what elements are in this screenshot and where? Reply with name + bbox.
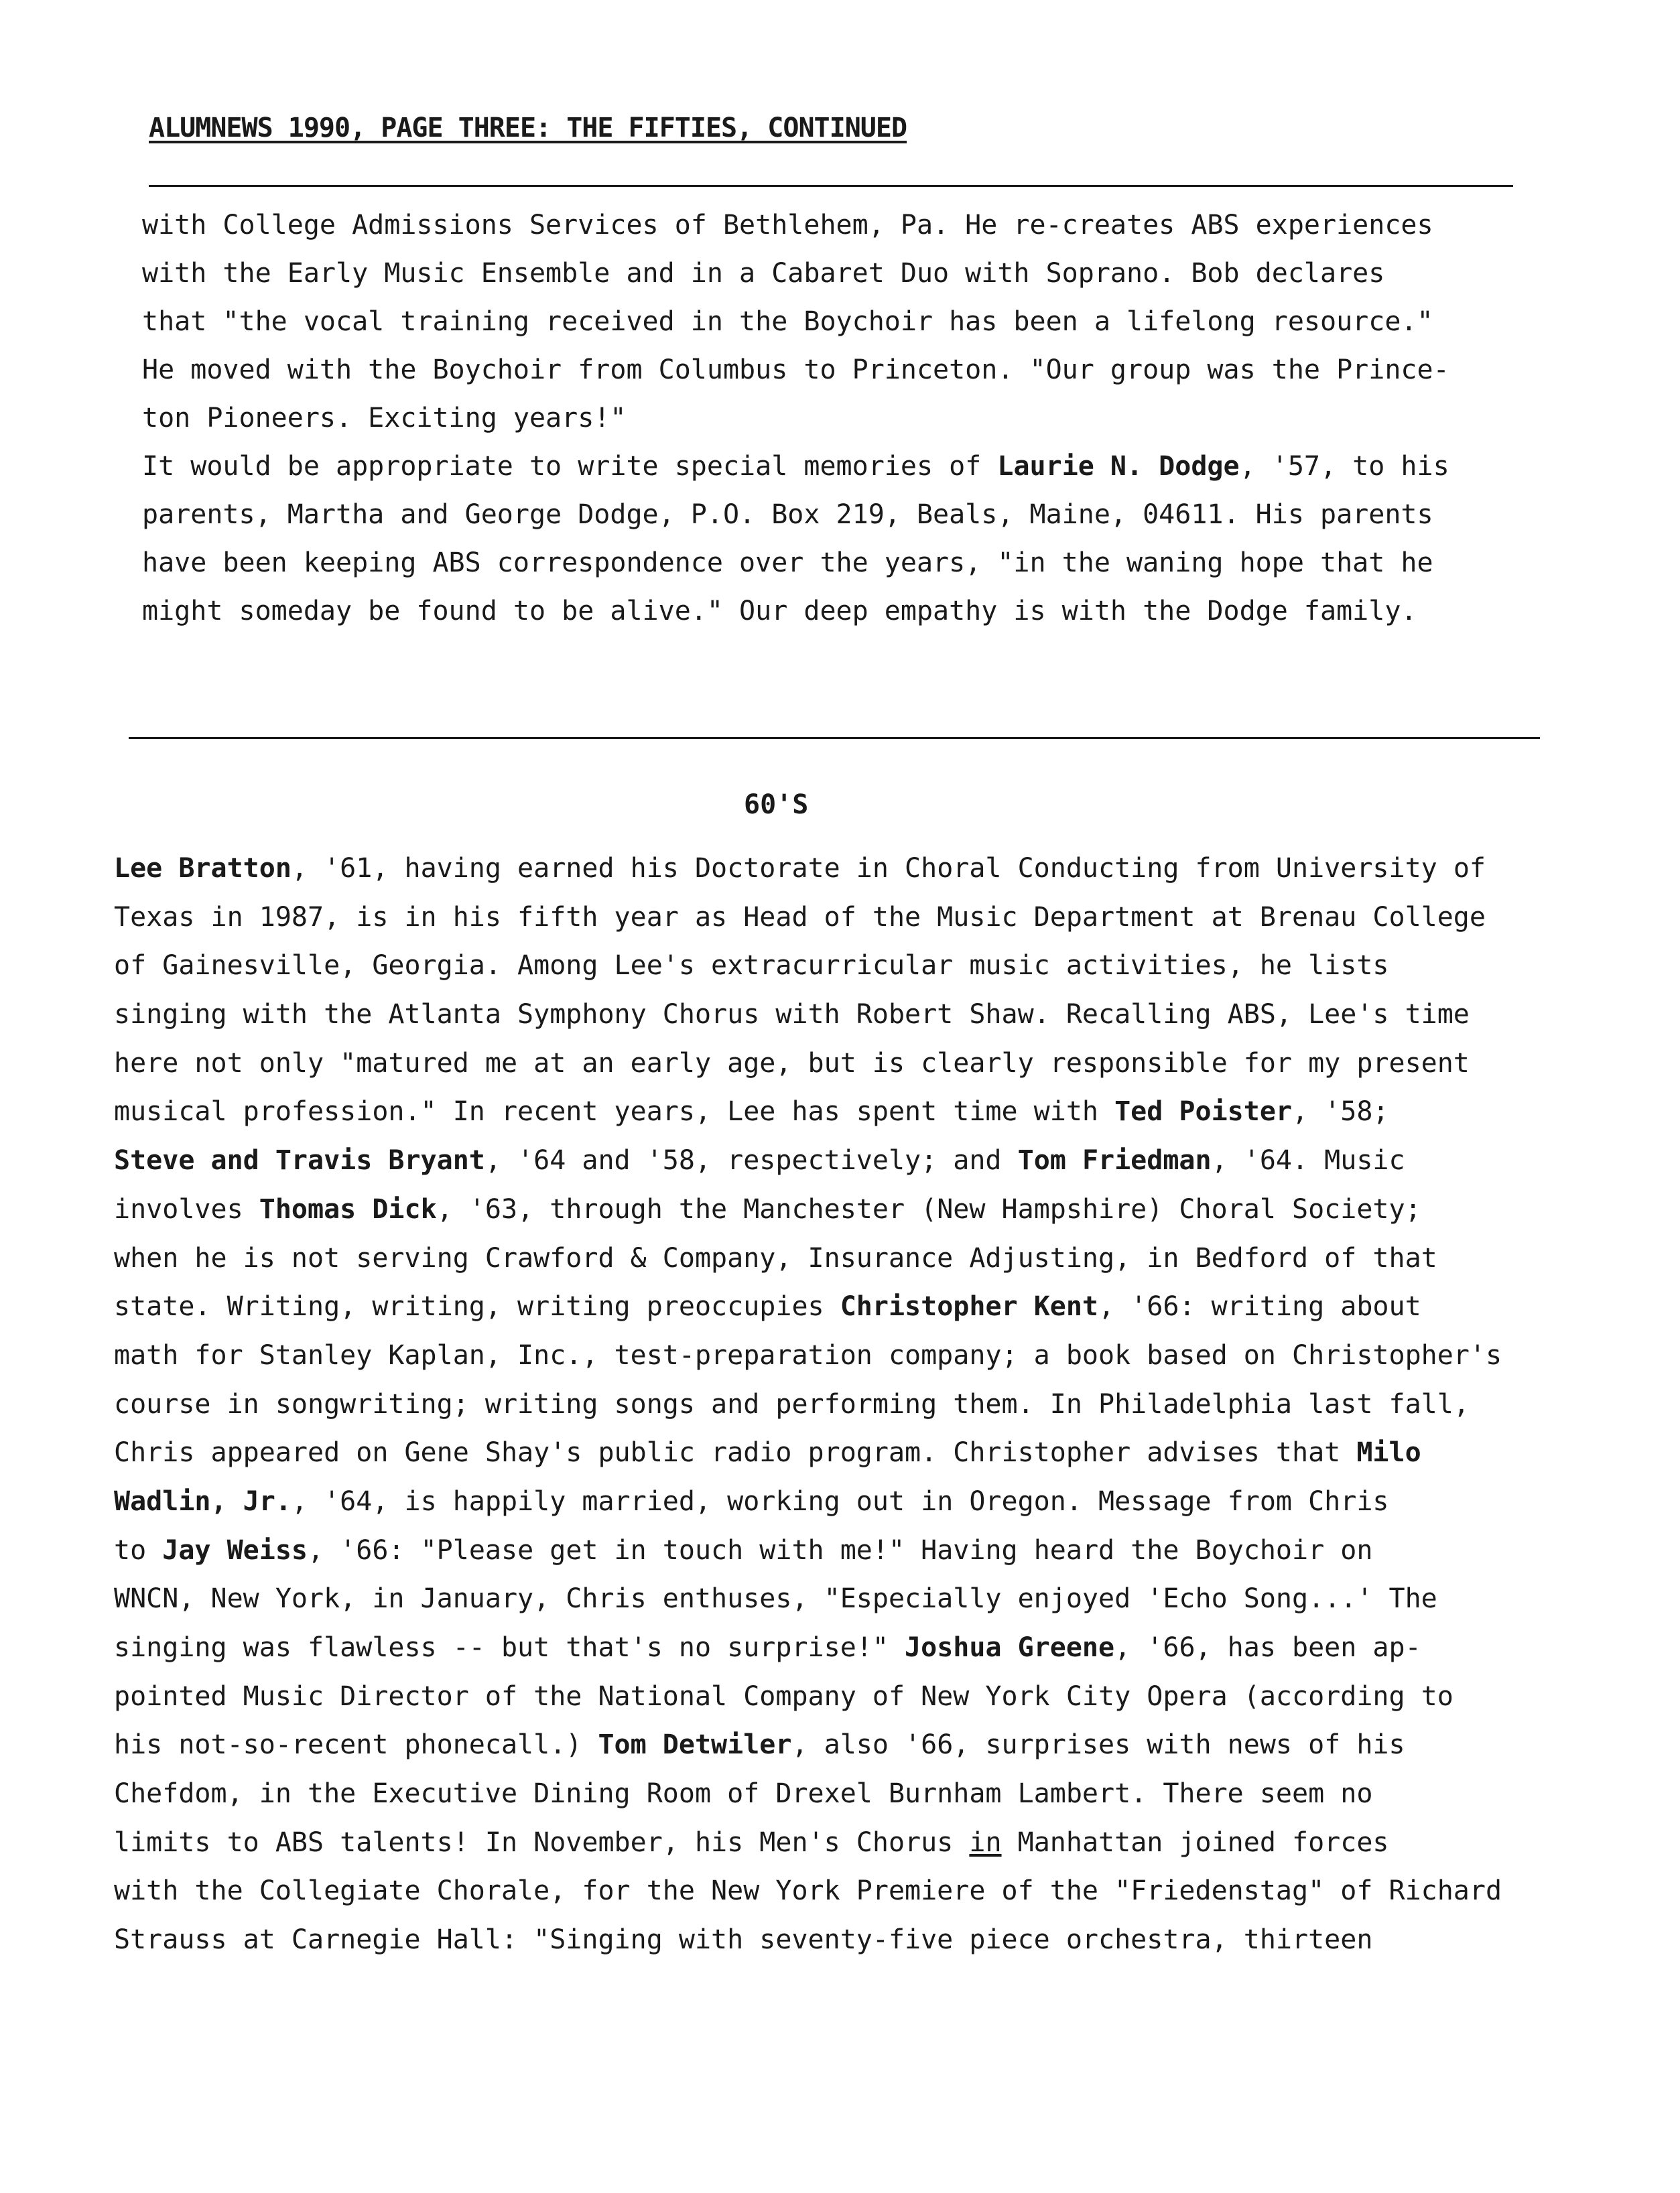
text-line <box>114 1575 1502 1623</box>
text-line <box>114 1282 1502 1331</box>
text-segment: Chris appeared on Gene Shay's public radio program. Christopher advises that <box>114 1437 1357 1469</box>
text-segment: , '63, through the Manchester (New Hampshire) Choral Society; <box>436 1193 1421 1225</box>
page-header: ALUMNEWS 1990, PAGE THREE: THE FIFTIES, CONTINUED <box>149 113 907 143</box>
section-title-60s: 60'S <box>744 789 809 820</box>
text-segment: his not-so-recent phonecall.) <box>114 1729 598 1761</box>
bold-name: Laurie N. Dodge <box>997 451 1240 482</box>
text-segment: WNCN, New York, in January, Chris enthuses, "Especially enjoyed 'Echo Song...' The <box>114 1583 1437 1615</box>
text-segment: , '66: "Please get in touch with me!" Having heard the Boychoir on <box>308 1534 1373 1566</box>
text-segment: have been keeping ABS correspondence over the years, "in the waning hope that he <box>142 547 1433 578</box>
text-segment: with the Collegiate Chorale, for the New York Premiere of the "Friedenstag" of Richard <box>114 1875 1502 1907</box>
text-segment: , '66: writing about <box>1098 1291 1421 1323</box>
fifties-continued-text <box>142 201 1449 635</box>
text-segment: It would be appropriate to write special memories of <box>142 451 998 482</box>
header-rule <box>149 185 1513 187</box>
text-segment: ton Pioneers. Exciting years!" <box>142 403 627 434</box>
bold-name: Christopher Kent <box>840 1291 1099 1323</box>
bold-name: Wadlin, Jr. <box>114 1485 292 1517</box>
text-segment: to <box>114 1534 163 1566</box>
text-line <box>114 893 1502 942</box>
bold-name: Steve and Travis Bryant <box>114 1145 485 1177</box>
text-segment: of Gainesville, Georgia. Among Lee's extracurricular music activities, he lists <box>114 950 1389 982</box>
text-line <box>142 201 1449 249</box>
sixties-text <box>114 844 1502 1965</box>
text-segment: , '61, having earned his Doctorate in Choral Conducting from University of <box>291 853 1486 884</box>
text-line <box>114 1136 1502 1185</box>
text-segment: singing was flawless -- but that's no surprise!" <box>114 1632 905 1663</box>
text-segment: with the Early Music Ensemble and in a Cabaret Duo with Soprano. Bob declares <box>142 258 1385 289</box>
text-segment: , '57, to his <box>1239 451 1449 482</box>
bold-name: Joshua Greene <box>905 1632 1115 1663</box>
text-segment: Texas in 1987, is in his fifth year as Head of the Music Department at Brenau College <box>114 901 1486 933</box>
text-segment: parents, Martha and George Dodge, P.O. Box 219, Beals, Maine, 04611. His parents <box>142 499 1433 530</box>
text-line <box>114 1526 1502 1575</box>
text-segment: pointed Music Director of the National Company of New York City Opera (according to <box>114 1680 1453 1712</box>
text-segment: Manhattan joined forces <box>1001 1826 1389 1858</box>
text-line <box>114 1331 1502 1380</box>
text-line <box>114 1234 1502 1283</box>
bold-name: Tom Detwiler <box>598 1729 792 1761</box>
text-segment: singing with the Atlanta Symphony Chorus with Robert Shaw. Recalling ABS, Lee's time <box>114 999 1470 1031</box>
text-line <box>142 587 1449 635</box>
text-line <box>114 1185 1502 1234</box>
text-segment: math for Stanley Kaplan, Inc., test-preparation company; a book based on Christopher's <box>114 1339 1502 1371</box>
text-segment: that "the vocal training received in the Boychoir has been a lifelong resource." <box>142 306 1433 337</box>
text-line <box>142 249 1449 297</box>
text-segment: , also '66, surprises with news of his <box>791 1729 1405 1761</box>
text-line <box>114 1721 1502 1770</box>
text-line <box>142 442 1449 490</box>
text-line <box>114 1477 1502 1526</box>
text-line <box>142 490 1449 539</box>
text-line <box>114 1818 1502 1867</box>
bold-name: Thomas Dick <box>259 1193 437 1225</box>
text-line <box>142 346 1449 394</box>
text-line <box>142 539 1449 587</box>
text-segment: Chefdom, in the Executive Dining Room of Drexel Burnham Lambert. There seem no <box>114 1778 1373 1810</box>
text-line <box>114 1380 1502 1429</box>
text-segment: might someday be found to be alive." Our deep empathy is with the Dodge family. <box>142 596 1417 626</box>
text-segment: , '64 and '58, respectively; and <box>484 1145 1018 1177</box>
text-segment: with College Admissions Services of Bethlehem, Pa. He re-creates ABS experiences <box>142 210 1433 241</box>
text-line <box>114 941 1502 990</box>
underlined-text: in <box>969 1826 1002 1858</box>
text-segment: here not only "matured me at an early age, but is clearly responsible for my present <box>114 1047 1470 1079</box>
section-divider <box>129 737 1540 739</box>
text-line <box>114 1867 1502 1916</box>
text-line <box>114 1428 1502 1477</box>
text-segment: Strauss at Carnegie Hall: "Singing with seventy-five piece orchestra, thirteen <box>114 1924 1373 1956</box>
bold-name: Milo <box>1356 1437 1421 1469</box>
text-line <box>142 394 1449 442</box>
text-line <box>114 844 1502 893</box>
text-segment: when he is not serving Crawford & Company, Insurance Adjusting, in Bedford of that <box>114 1242 1437 1274</box>
text-segment: course in songwriting; writing songs and performing them. In Philadelphia last fall, <box>114 1388 1470 1420</box>
bold-name: Jay Weiss <box>162 1534 308 1566</box>
text-line <box>114 990 1502 1039</box>
text-segment: He moved with the Boychoir from Columbus to Princeton. "Our group was the Prince- <box>142 354 1449 385</box>
text-line <box>114 1623 1502 1672</box>
text-segment: , '64. Music <box>1211 1145 1405 1177</box>
text-segment: , '66, has been ap- <box>1114 1632 1421 1663</box>
text-line <box>142 297 1449 346</box>
text-segment: involves <box>114 1193 259 1225</box>
bold-name: Tom Friedman <box>1017 1145 1212 1177</box>
text-line <box>114 1672 1502 1721</box>
text-line <box>114 1770 1502 1818</box>
text-line <box>114 1916 1502 1965</box>
text-segment: musical profession." In recent years, Lee has spent time with <box>114 1096 1115 1128</box>
text-line <box>114 1039 1502 1088</box>
text-segment: limits to ABS talents! In November, his Men's Chorus <box>114 1826 970 1858</box>
text-segment: state. Writing, writing, writing preoccupies <box>114 1291 840 1323</box>
bold-name: Lee Bratton <box>114 853 292 884</box>
text-line <box>114 1087 1502 1136</box>
text-segment: , '58; <box>1292 1096 1389 1128</box>
bold-name: Ted Poister <box>1114 1096 1292 1128</box>
text-segment: , '64, is happily married, working out in Oregon. Message from Chris <box>291 1485 1389 1517</box>
